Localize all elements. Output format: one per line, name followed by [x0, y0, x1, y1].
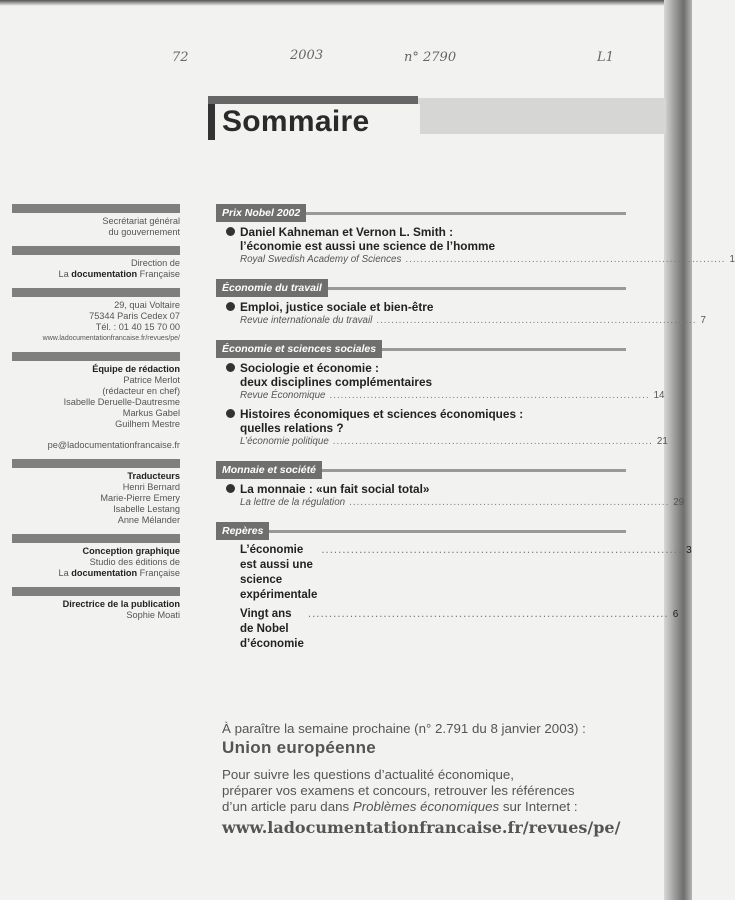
toc-entry[interactable]: Vingt ans de Nobel d’économie ...................................................................................... 6 [240, 608, 679, 650]
bullet-icon [226, 484, 235, 493]
toc-entry[interactable]: Emploi, justice sociale et bien-être Revue internationale du travail ...................................................................................... 7 [226, 300, 626, 328]
section-header: Prix Nobel 2002 [216, 204, 626, 222]
masthead-divider [12, 534, 180, 543]
masthead-column [12, 204, 180, 629]
page-number: 7 [700, 315, 706, 326]
page-number: 6 [672, 609, 679, 620]
bullet-icon [226, 227, 235, 236]
section-header: Économie et sciences sociales [216, 340, 626, 358]
handwritten-note-3: n° 2790 [404, 50, 457, 65]
website-link[interactable]: www.ladocumentationfrancaise.fr/revues/pe/ [222, 818, 621, 837]
section-header: Économie du travail [216, 279, 626, 297]
sgg-block: Secrétariat général du gouvernement [102, 216, 180, 237]
translators-block: Traducteurs Henri Bernard Marie-Pierre Emery Isabelle Lestang Anne Mélander [100, 471, 180, 525]
bullet-icon [226, 302, 235, 311]
toc-entry[interactable]: Sociologie et économie : deux disciplines complémentaires Revue Économique ...................................................................................... 14 [226, 361, 626, 403]
design-block: Conception graphique Studio des éditions de La documentation Française [12, 546, 180, 579]
publisher-name: La documentation Française [58, 269, 180, 279]
masthead-divider [12, 587, 180, 596]
bullet-icon [226, 363, 235, 372]
toc-entry[interactable]: Daniel Kahneman et Vernon L. Smith : l’économie est aussi une science de l’homme Royal Swedish Academy of Sciences ...................................................................................... 1 [226, 225, 626, 267]
handwritten-note-2: 2003 [290, 48, 324, 63]
page-title: Sommaire [222, 105, 370, 138]
direction-block: Direction de La documentation Française [12, 258, 180, 280]
address-block: 29, quai Voltaire 75344 Paris Cedex 07 Tél. : 01 40 15 70 00 www.ladocumentationfrancaise.fr/revues/pe/ [12, 300, 180, 344]
masthead-url: www.ladocumentationfrancaise.fr/revues/pe/ [42, 335, 180, 342]
toc-entry[interactable]: La monnaie : «un fait social total» La lettre de la régulation ...................................................................................... 29 [226, 482, 626, 510]
table-of-contents [216, 204, 735, 652]
handwritten-note-4: L1 [597, 50, 614, 65]
bullet-icon [226, 409, 235, 418]
masthead-divider [12, 204, 180, 213]
top-scan-edge [0, 0, 692, 6]
toc-entry[interactable]: L’économie est aussi une science expérimentale ...................................................................................... 3 [240, 544, 692, 601]
contact-email: pe@ladocumentationfrancaise.fr [47, 440, 180, 450]
masthead-divider [12, 352, 180, 361]
next-issue-announcement: À paraître la semaine prochaine (n° 2.791 du 8 janvier 2003) : Union européenne Pour suivre les questions d’actualité économique, préparer vos examens et concours, retrouver les références d’un article paru dans Problèmes économiques sur Internet : www.ladocumentationfrancaise.fr/revues/pe/ [222, 720, 642, 839]
editorial-team-block: Équipe de rédaction Patrice Merlot (rédacteur en chef) Isabelle Deruelle-Dautresme Markus Gabel Guilhem Mestre pe@ladocumentationfrancaise.fr [12, 364, 180, 451]
page-number: 3 [686, 545, 692, 556]
title-top-rule [208, 96, 418, 104]
page-number: 14 [653, 390, 665, 401]
section-header: Repères [216, 522, 626, 540]
masthead-divider [12, 288, 180, 297]
page-number: 1 [729, 254, 735, 265]
handwritten-note-1: 72 [172, 50, 189, 65]
page-binding-edge [664, 0, 692, 900]
publisher-name: La documentation Française [58, 568, 180, 578]
page-number: 21 [656, 436, 668, 447]
section-header: Monnaie et société [216, 461, 626, 479]
toc-entry[interactable]: Histoires économiques et sciences économiques : quelles relations ? L’économie politique ...................................................................................... 21 [226, 407, 626, 449]
page-number: 29 [673, 497, 685, 508]
next-issue-subject: Union européenne [222, 738, 377, 757]
publication-director-block: Directrice de la publication Sophie Moati [62, 599, 180, 620]
masthead-divider [12, 246, 180, 255]
title-side-bar [208, 104, 215, 140]
masthead-divider [12, 459, 180, 468]
